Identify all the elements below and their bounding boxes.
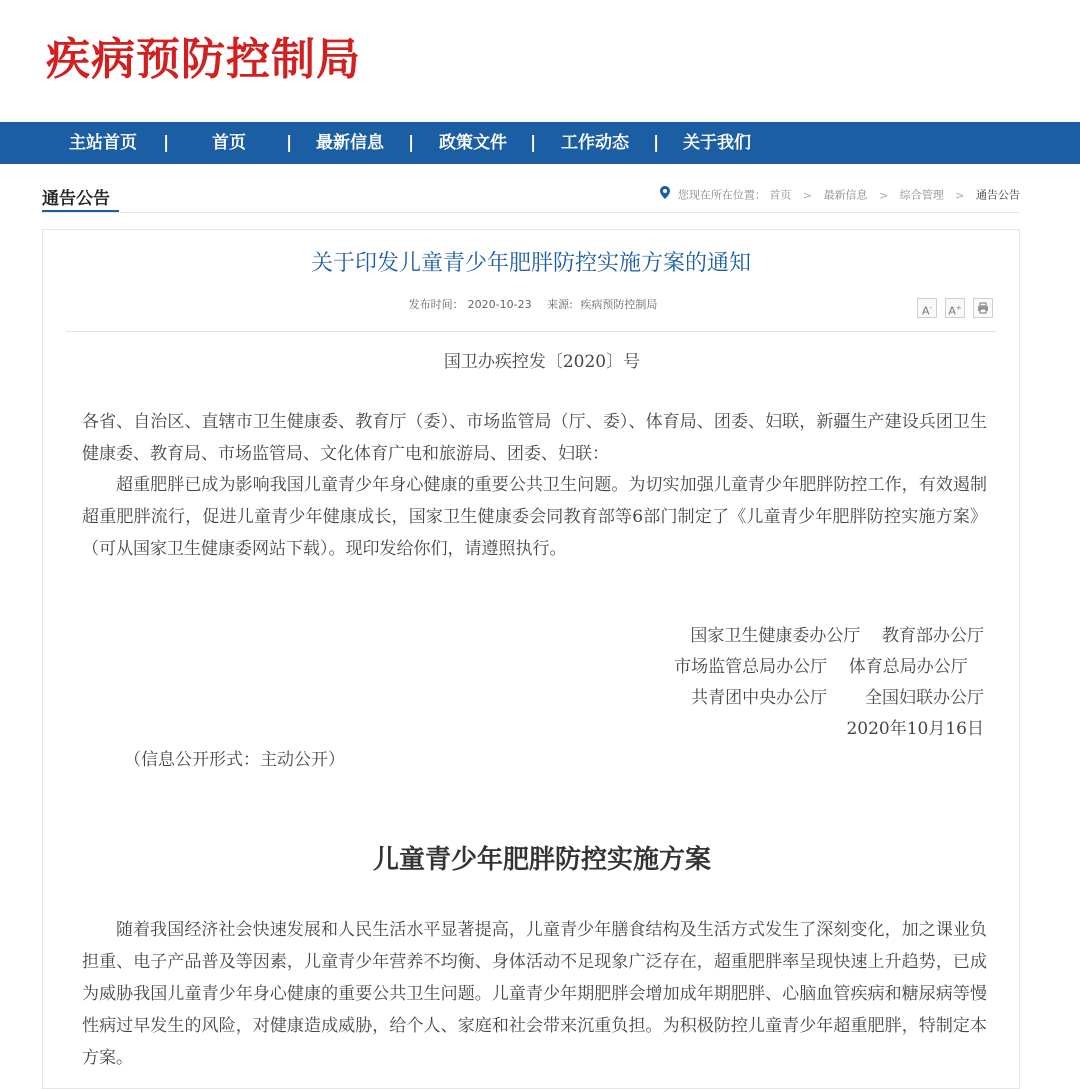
article-title: 关于印发儿童青少年肥胖防控实施方案的通知 (310, 251, 751, 276)
main-navbar (0, 122, 1080, 164)
nav-separator: | (653, 133, 660, 153)
nav-item-main-home[interactable]: 主站首页 (69, 133, 137, 153)
nav-item-home[interactable]: 首页 (212, 133, 246, 153)
notice-paragraph: 超重肥胖已成为影响我国儿童青少年身心健康的重要公共卫生问题。为切实加强儿童青少年肥胖防控工作，有效遏制超重肥胖流行，促进儿童青少年健康成长，国家卫生健康委会同教育部等6部门制定了《儿童青少年肥胖防控实施方案》（可从国家卫生健康委网站下载）。现印发给你们，请遵照执行。 (82, 475, 987, 559)
plan-paragraph: 随着我国经济社会快速发展和人民生活水平显著提高，儿童青少年膳食结构及生活方式发生了深刻变化，加之课业负担重、电子产品普及等因素，儿童青少年营养不均衡、身体活动不足现象广泛存在，超重肥胖率呈现快速上升趋势，已成为威胁我国儿童青少年身心健康的重要公共卫生问题。儿童青少年期肥胖会增加成年期肥胖、心脑血管疾病和糖尿病等慢性病过早发生的风险，对健康造成威胁，给个人、家庭和社会带来沉重负担。为积极防控儿童青少年超重肥胖，特制定本方案。 (82, 920, 987, 1068)
breadcrumb (660, 186, 1020, 205)
publish-label: 发布时间： (408, 298, 464, 311)
section-title: 通告公告 (42, 189, 110, 209)
disclosure-note: （信息公开形式：主动公开） (124, 750, 345, 770)
breadcrumb-prefix: 您现在所在位置： (677, 188, 766, 202)
source-label: 来源: (547, 298, 573, 311)
breadcrumb-separator: > (879, 188, 889, 202)
nav-item-about[interactable]: 关于我们 (683, 133, 751, 153)
breadcrumb-current: 通告公告 (976, 188, 1020, 202)
print-icon (977, 301, 989, 314)
location-pin-icon (660, 186, 670, 205)
breadcrumb-separator: > (955, 188, 965, 202)
font-decrease-button[interactable]: A- (917, 298, 937, 318)
nav-item-latest[interactable]: 最新信息 (316, 133, 384, 153)
document-number: 国卫办疾控发〔2020〕号 (443, 352, 641, 372)
nav-separator: | (286, 133, 293, 153)
nav-item-policy[interactable]: 政策文件 (439, 133, 507, 153)
signature-date: 2020年10月16日 (846, 719, 984, 739)
recipients-text: 各省、自治区、直辖市卫生健康委、教育厅（委）、市场监管局（厅、委）、体育局、团委、妇联，新疆生产建设兵团卫生健康委、教育局、市场监管局、文化体育广电和旅游局、团委、妇联： (82, 412, 987, 464)
breadcrumb-home[interactable]: 首页 (769, 188, 792, 202)
print-button[interactable] (973, 298, 993, 318)
nav-separator: | (163, 133, 170, 153)
breadcrumb-separator: > (802, 188, 813, 202)
signature-line: 市场监管总局办公厅 体育总局办公厅 (674, 657, 984, 677)
signature-line: 国家卫生健康委办公厅 教育部办公厅 (690, 626, 984, 646)
article-meta (42, 296, 1020, 314)
signature-line: 共青团中央办公厅 全国妇联办公厅 (691, 688, 984, 708)
breadcrumb-latest[interactable]: 最新信息 (823, 188, 868, 202)
article-tools (914, 298, 993, 320)
meta-divider (66, 331, 996, 332)
font-increase-button[interactable]: A+ (945, 298, 965, 318)
plan-title: 儿童青少年肥胖防控实施方案 (372, 845, 711, 875)
publish-date: 2020-10-23 (467, 298, 532, 311)
source-value: 疾病预防控制局 (580, 298, 658, 311)
breadcrumb-general[interactable]: 综合管理 (899, 188, 944, 202)
nav-item-work-news[interactable]: 工作动态 (561, 133, 629, 153)
nav-separator: | (530, 133, 537, 153)
section-title-underline (42, 210, 119, 212)
site-logo[interactable]: 疾病预防控制局 (46, 34, 361, 85)
nav-separator: | (408, 133, 415, 153)
section-divider (42, 212, 1020, 213)
